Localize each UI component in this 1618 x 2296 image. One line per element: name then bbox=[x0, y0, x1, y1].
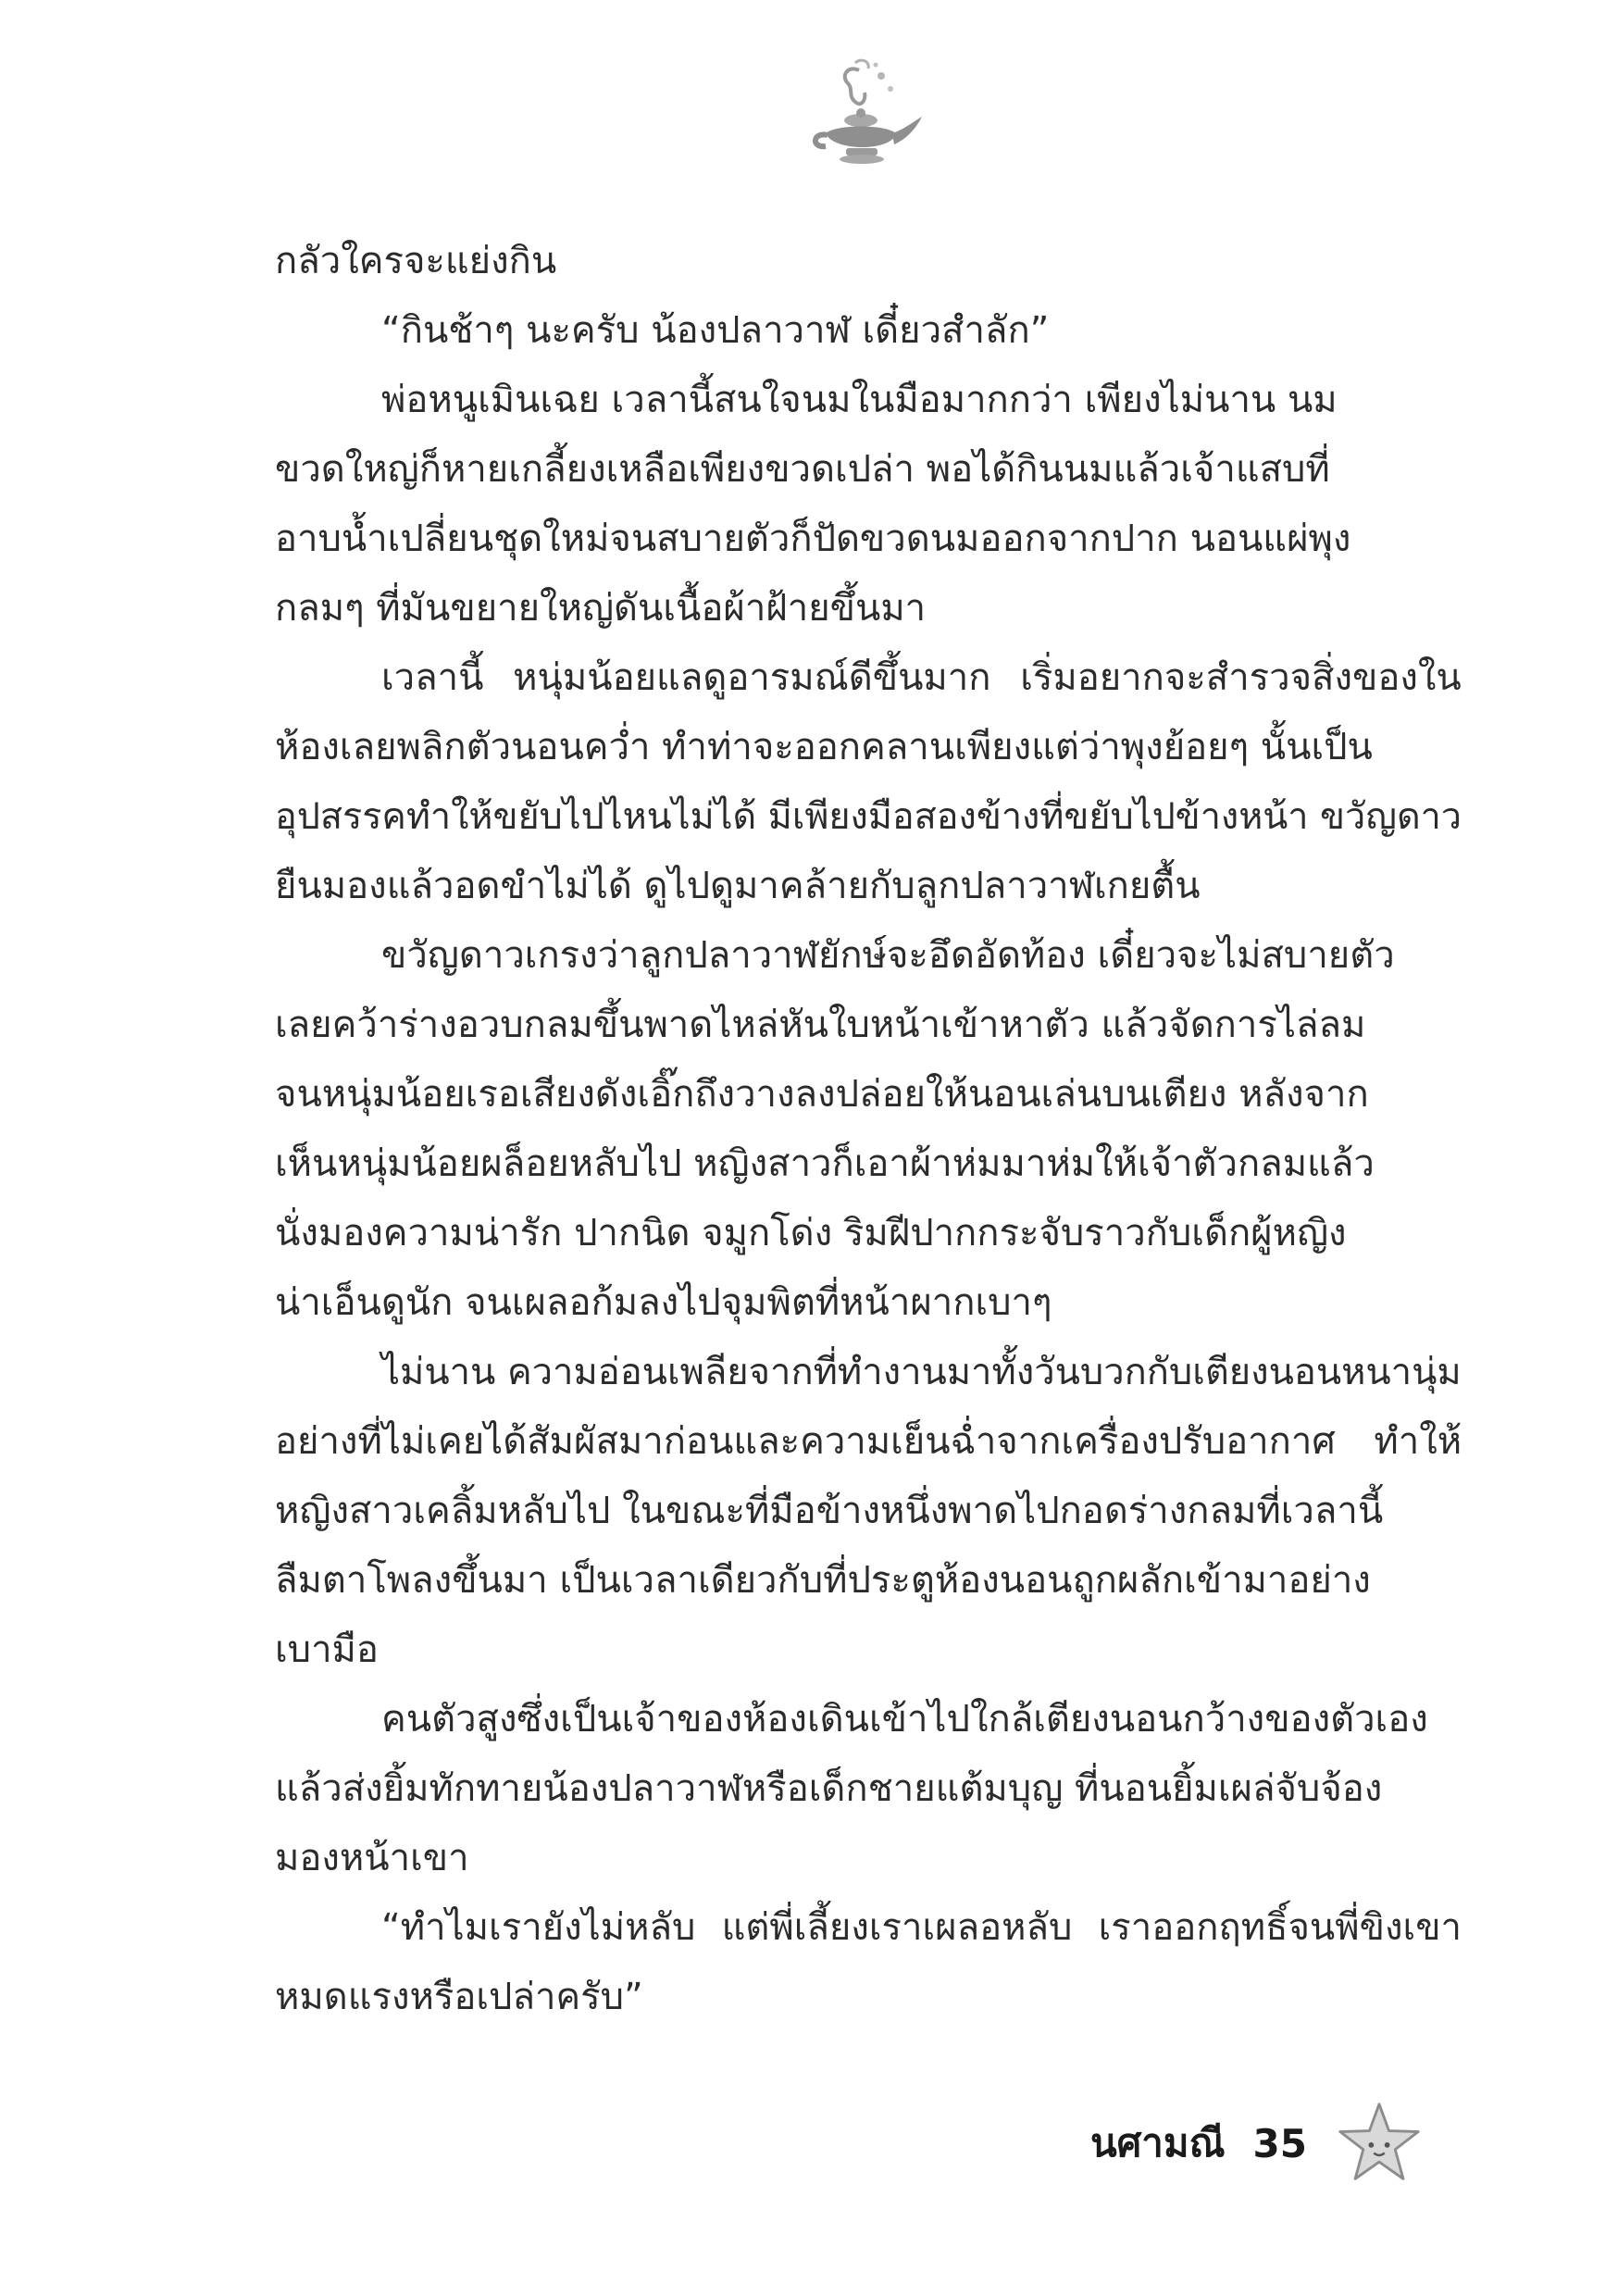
star-face-icon bbox=[1335, 2099, 1424, 2188]
text-line: เลยคว้าร่างอวบกลมขึ้นพาดไหล่หันใบหน้าเข้าหาตัว แล้วจัดการไล่ลม bbox=[275, 1004, 1366, 1046]
author-name: นศามณี bbox=[1089, 2120, 1226, 2165]
page-number: 35 bbox=[1252, 2120, 1307, 2166]
text-line: ยืนมองแล้วอดขำไม่ได้ ดูไปดูมาคล้ายกับลูกปลาวาฬเกยตื้น bbox=[275, 865, 1201, 907]
text-line: หมดแรงหรือเปล่าครับ” bbox=[275, 1976, 643, 2018]
body-text bbox=[275, 227, 1462, 2032]
magic-lamp-icon bbox=[800, 56, 929, 185]
text-line: มองหน้าเขา bbox=[275, 1837, 469, 1879]
text-line: จนหนุ่มน้อยเรอเสียงดังเอิ๊กถึงวางลงปล่อยให้นอนเล่นบนเตียง หลังจาก bbox=[275, 1073, 1369, 1116]
text-line: อย่างที่ไม่เคยได้สัมผัสมาก่อนและความเย็นฉ่ำจากเครื่องปรับอากาศ ทำให้ bbox=[275, 1420, 1462, 1463]
text-line: ขวัญดาวเกรงว่าลูกปลาวาฬยักษ์จะอึดอัดท้อง เดี๋ยวจะไม่สบายตัว bbox=[381, 934, 1395, 977]
text-line: ไม่นาน ความอ่อนเพลียจากที่ทำงานมาทั้งวันบวกกับเตียงนอนหนานุ่ม bbox=[381, 1351, 1462, 1393]
text-line: อาบน้ำเปลี่ยนชุดใหม่จนสบายตัวก็ปัดขวดนมออกจากปาก นอนแผ่พุง bbox=[275, 518, 1351, 560]
text-line: ขวดใหญ่ก็หายเกลี้ยงเหลือเพียงขวดเปล่า พอได้กินนมแล้วเจ้าแสบที่ bbox=[275, 448, 1330, 491]
text-line: เวลานี้ หนุ่มน้อยแลดูอารมณ์ดีขึ้นมาก เริ่มอยากจะสำรวจสิ่งของใน bbox=[381, 656, 1462, 699]
text-line: หญิงสาวเคลิ้มหลับไป ในขณะที่มือข้างหนึ่งพาดไปกอดร่างกลมที่เวลานี้ bbox=[275, 1490, 1384, 1532]
text-line: เบามือ bbox=[275, 1628, 379, 1671]
text-line: นั่งมองความน่ารัก ปากนิด จมูกโด่ง ริมฝีปากกระจับราวกับเด็กผู้หญิง bbox=[275, 1212, 1347, 1254]
text-line: คนตัวสูงซึ่งเป็นเจ้าของห้องเดินเข้าไปใกล้เตียงนอนกว้างของตัวเอง bbox=[381, 1698, 1428, 1741]
text-line: “กินช้าๆ นะครับ น้องปลาวาฬ เดี๋ยวสำลัก” bbox=[381, 309, 1050, 352]
page-footer bbox=[1090, 2097, 1424, 2190]
text-line: แล้วส่งยิ้มทักทายน้องปลาวาฬหรือเด็กชายแต้มบุญ ที่นอนยิ้มเผล่จับจ้อง bbox=[275, 1767, 1383, 1810]
text-line: น่าเอ็นดูนัก จนเผลอก้มลงไปจุมพิตที่หน้าผากเบาๆ bbox=[275, 1281, 1052, 1324]
text-line: เห็นหนุ่มน้อยผล็อยหลับไป หญิงสาวก็เอาผ้าห่มมาห่มให้เจ้าตัวกลมแล้ว bbox=[275, 1142, 1375, 1185]
text-line: กลัวใครจะแย่งกิน bbox=[275, 240, 557, 282]
text-line: ลืมตาโพลงขึ้นมา เป็นเวลาเดียวกับที่ประตูห้องนอนถูกผลักเข้ามาอย่าง bbox=[275, 1559, 1371, 1602]
text-line: กลมๆ ที่มันขยายใหญ่ดันเนื้อผ้าฝ้ายขึ้นมา bbox=[275, 587, 927, 630]
text-line: ห้องเลยพลิกตัวนอนคว่ำ ทำท่าจะออกคลานเพียงแต่ว่าพุงย้อยๆ นั้นเป็น bbox=[275, 726, 1373, 768]
text-line: “ทำไมเรายังไม่หลับ แต่พี่เลี้ยงเราเผลอหลับ เราออกฤทธิ์จนพี่ขิงเขา bbox=[381, 1906, 1462, 1949]
text-line: อุปสรรคทำให้ขยับไปไหนไม่ได้ มีเพียงมือสองข้างที่ขยับไปข้างหน้า ขวัญดาว bbox=[275, 795, 1462, 838]
text-line: พ่อหนูเมินเฉย เวลานี้สนใจนมในมือมากกว่า เพียงไม่นาน นม bbox=[381, 379, 1338, 421]
